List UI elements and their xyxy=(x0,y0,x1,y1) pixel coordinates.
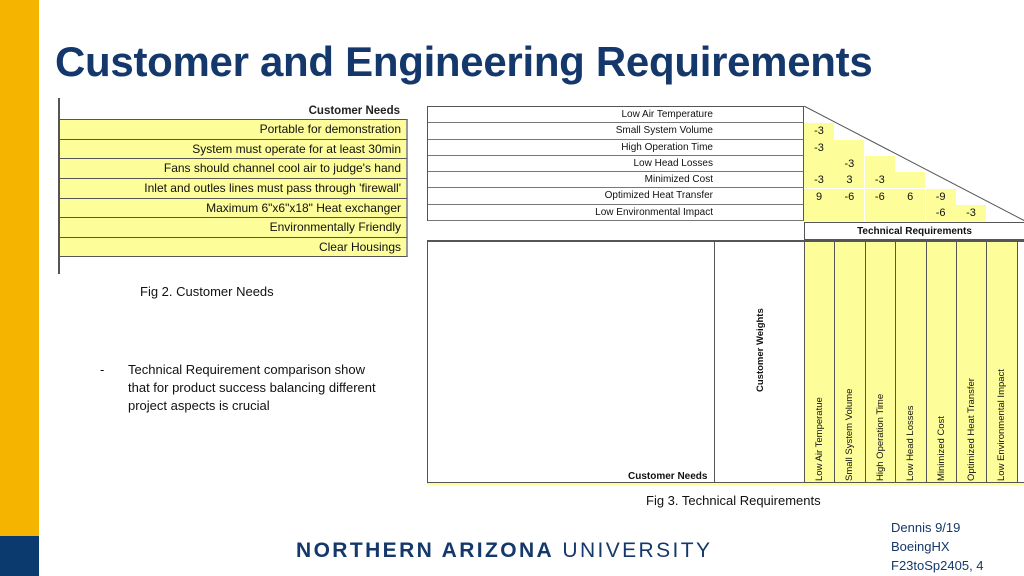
roof-label: Low Head Losses xyxy=(428,156,804,172)
logo-light-text: UNIVERSITY xyxy=(562,539,713,562)
technical-requirement-column: Small System Volume xyxy=(835,242,865,485)
customer-need-row: Clear Housings xyxy=(60,237,408,257)
technical-requirement-column: Optimized Heat Transfer xyxy=(957,242,987,485)
slide-footer xyxy=(891,518,984,575)
roof-correlation-cell xyxy=(834,205,864,221)
column-divider xyxy=(714,242,715,485)
technical-requirements-header: Technical Requirements xyxy=(804,222,1024,240)
customer-needs-label: Customer Needs xyxy=(628,471,708,482)
roof-correlation-cell: -6 xyxy=(865,189,895,205)
roof-correlation-cell xyxy=(895,205,925,221)
roof-label: Low Air Temperature xyxy=(428,107,804,123)
customer-need-row: Maximum 6"x6"x18" Heat exchanger xyxy=(60,198,408,218)
roof-correlation-cell: -3 xyxy=(865,172,895,188)
technical-requirement-column: Low Air Temperatue xyxy=(805,242,835,485)
roof-correlation-cell: 9 xyxy=(804,189,834,205)
correlation-roof xyxy=(427,106,1024,222)
house-of-quality-matrix xyxy=(427,240,1024,485)
roof-correlation-cell: 3 xyxy=(834,172,864,188)
fig3-caption: Fig 3. Technical Requirements xyxy=(646,493,821,508)
roof-correlation-cell: -6 xyxy=(834,189,864,205)
logo-bold-text: NORTHERN ARIZONA xyxy=(296,539,555,562)
customer-need-row: Portable for demonstration xyxy=(60,119,408,139)
needs-header: Customer Needs xyxy=(308,105,400,117)
footer-line: F23toSp2405, 4 xyxy=(891,558,984,573)
technical-requirement-column: High Operation Time xyxy=(866,242,896,485)
roof-correlation-cell xyxy=(865,205,895,221)
fig2-caption: Fig 2. Customer Needs xyxy=(140,284,274,299)
customer-needs-table xyxy=(60,119,408,257)
customer-needs-figure xyxy=(58,98,410,274)
technical-requirement-column: Minimized Cost xyxy=(927,242,957,485)
roof-label: Small System Volume xyxy=(428,123,804,139)
roof-correlation-cell xyxy=(804,205,834,221)
roof-label: Minimized Cost xyxy=(428,172,804,188)
slide-title: Customer and Engineering Requirements xyxy=(55,38,873,85)
bullet-dash: - xyxy=(100,362,105,377)
technical-requirement-column: Low Head Losses xyxy=(896,242,926,485)
matrix-bottom-row xyxy=(427,482,1024,485)
customer-need-row: Fans should channel cool air to judge's hand xyxy=(60,158,408,178)
technical-requirement-column: Low Environmental Impact xyxy=(987,242,1017,485)
roof-correlation-cell: -3 xyxy=(804,172,834,188)
roof-correlation-cell xyxy=(895,172,925,188)
roof-correlation-cell xyxy=(865,156,895,172)
roof-label: Low Environmental Impact xyxy=(428,205,804,221)
roof-correlation-cell: -3 xyxy=(834,156,864,172)
roof-correlation-cell xyxy=(834,140,864,156)
customer-weights-label: Customer Weights xyxy=(755,308,766,392)
roof-label-column xyxy=(427,106,804,221)
roof-correlation-cell: -3 xyxy=(804,140,834,156)
accent-sidebar xyxy=(0,0,39,576)
bullet-text: Technical Requirement comparison show that for product success balancing different project aspects is crucial xyxy=(128,362,376,413)
nau-logo xyxy=(296,539,712,563)
roof-label: High Operation Time xyxy=(428,140,804,156)
customer-need-row: System must operate for at least 30min xyxy=(60,139,408,159)
customer-need-row: Environmentally Friendly xyxy=(60,217,408,237)
roof-label: Optimized Heat Transfer xyxy=(428,188,804,204)
roof-correlation-cell xyxy=(804,156,834,172)
accent-sidebar-footer xyxy=(0,536,39,576)
footer-line: BoeingHX xyxy=(891,539,950,554)
roof-correlation-cell: -3 xyxy=(956,205,986,221)
footer-line: Dennis 9/19 xyxy=(891,520,961,535)
roof-correlation-cell: 6 xyxy=(895,189,925,205)
roof-correlation-cell: -9 xyxy=(926,189,956,205)
roof-correlation-cell: -3 xyxy=(804,123,834,139)
roof-correlation-cell: -6 xyxy=(926,205,956,221)
customer-need-row: Inlet and outles lines must pass through 'firewall' xyxy=(60,178,408,198)
